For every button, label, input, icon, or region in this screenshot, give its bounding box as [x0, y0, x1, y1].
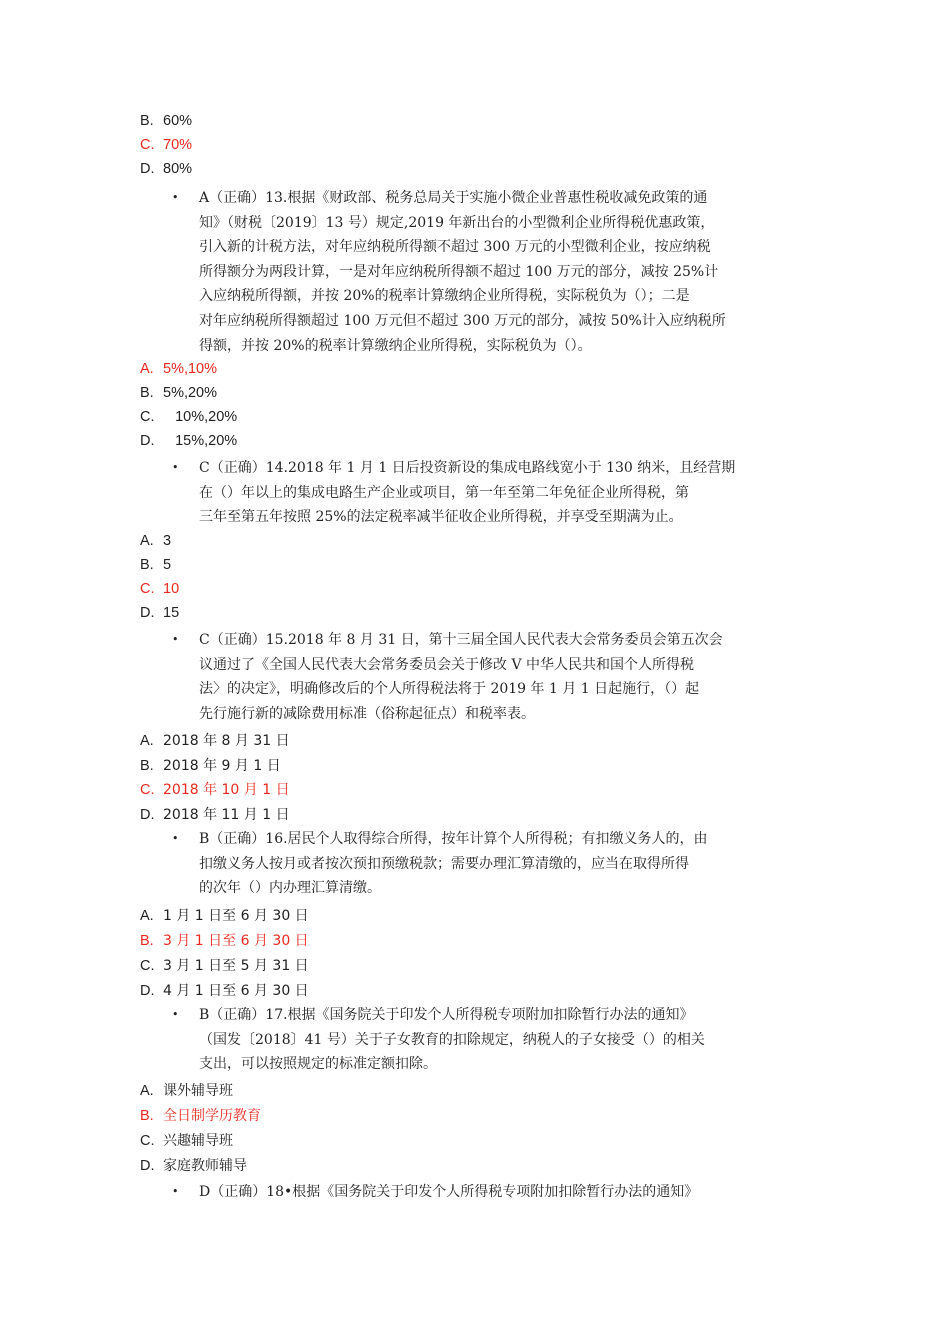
question-line: B（正确）17.根据《国务院关于印发个人所得税专项附加扣除暂行办法的通知》 [199, 1007, 694, 1023]
question-line: 三年至第五年按照 25%的法定税率减半征收企业所得税，并享受至期满为止。 [199, 509, 683, 526]
option-c-correct: C. 70% [140, 137, 193, 153]
question-line: 入应纳税所得额，并按 20%的税率计算缴纳企业所得税，实际税负为（）；二是 [199, 288, 690, 305]
question-18 [199, 1180, 811, 1205]
option-a: A. 课外辅导班 [140, 1083, 233, 1099]
question-line: C（正确）15.2018 年 8 月 31 日，第十三届全国人民代表大会常务委员会第五次会 [199, 632, 723, 648]
option-b-correct: B. 3 月 1 日至 6 月 30 日 [140, 933, 309, 949]
option-d: D. 15%,20% [140, 433, 238, 449]
question-line: 在（）年以上的集成电路生产企业或项目，第一年至第二年免征企业所得税，第 [199, 484, 689, 501]
bullet-icon: • [172, 1185, 179, 1198]
bullet-icon: • [172, 461, 179, 474]
option-d: D. 4 月 1 日至 6 月 30 日 [140, 983, 309, 999]
option-a: A. 1 月 1 日至 6 月 30 日 [140, 908, 309, 924]
option-c: C. 兴趣辅导班 [140, 1133, 233, 1149]
question-line: 引入新的计税方法，对年应纳税所得额不超过 300 万元的小型微利企业，按应纳税 [199, 239, 711, 256]
question-line: （国发〔2018〕41 号）关于子女教育的扣除规定，纳税人的子女接受（）的相关 [199, 1031, 705, 1048]
question-line: 议通过了《全国人民代表大会常务委员会关于修改 V 中华人民共和国个人所得税 [199, 656, 695, 673]
option-d: D. 80% [140, 161, 193, 177]
option-b-correct: B. 全日制学历教育 [140, 1108, 261, 1124]
question-line: A（正确）13.根据《财政部、税务总局关于实施小微企业普惠性税收减免政策的通 [199, 190, 708, 206]
option-d: D. 2018 年 11 月 1 日 [140, 807, 290, 823]
question-line: 支出，可以按照规定的标准定额扣除。 [199, 1056, 437, 1073]
question-line: D（正确）18•根据《国务院关于印发个人所得税专项附加扣除暂行办法的通知》 [199, 1184, 699, 1200]
question-13 [199, 186, 811, 358]
question-line: 对年应纳税所得额超过 100 万元但不超过 300 万元的部分，减按 50%计入应纳税所 [199, 312, 726, 329]
question-14 [199, 456, 811, 530]
option-c: C. 10%,20% [140, 409, 238, 425]
bullet-icon: • [172, 633, 179, 646]
bullet-icon: • [172, 832, 179, 845]
question-17 [199, 1003, 811, 1077]
question-line: 得额，并按 20%的税率计算缴纳企业所得税，实际税负为（）。 [199, 337, 592, 354]
option-b: B. 5%,20% [140, 385, 218, 401]
option-a-correct: A. 5%,10% [140, 361, 218, 377]
question-line: 知》（财税〔2019〕13 号）规定,2019 年新出台的小型微利企业所得税优惠政策， [199, 214, 715, 231]
question-line: 的次年（）内办理汇算清缴。 [199, 880, 381, 897]
question-line: C（正确）14.2018 年 1 月 1 日后投资新设的集成电路线宽小于 130 纳米，且经营期 [199, 460, 736, 476]
option-a: A. 3 [140, 533, 172, 549]
option-b: B. 5 [140, 557, 172, 573]
question-15 [199, 628, 811, 726]
question-line: 所得额分为两段计算，一是对年应纳税所得额不超过 100 万元的部分，减按 25%计 [199, 263, 719, 280]
option-b: B. 60% [140, 113, 193, 129]
option-c-correct: C. 2018 年 10 月 1 日 [140, 782, 290, 798]
question-16 [199, 827, 811, 901]
option-d: D. 15 [140, 605, 180, 621]
question-line: B（正确）16.居民个人取得综合所得，按年计算个人所得税；有扣缴义务人的，由 [199, 831, 708, 847]
question-line: 法〉的决定》，明确修改后的个人所得税法将于 2019 年 1 月 1 日起施行，（）起 [199, 681, 700, 698]
question-line: 扣缴义务人按月或者按次预扣预缴税款；需要办理汇算清缴的，应当在取得所得 [199, 855, 689, 872]
option-c-correct: C. 10 [140, 581, 180, 597]
bullet-icon: • [172, 191, 179, 204]
bullet-icon: • [172, 1008, 179, 1021]
question-line: 先行施行新的减除费用标准（俗称起征点）和税率表。 [199, 705, 535, 722]
option-b: B. 2018 年 9 月 1 日 [140, 758, 281, 774]
option-c: C. 3 月 1 日至 5 月 31 日 [140, 958, 309, 974]
option-a: A. 2018 年 8 月 31 日 [140, 733, 290, 749]
option-d: D. 家庭教师辅导 [140, 1158, 247, 1174]
